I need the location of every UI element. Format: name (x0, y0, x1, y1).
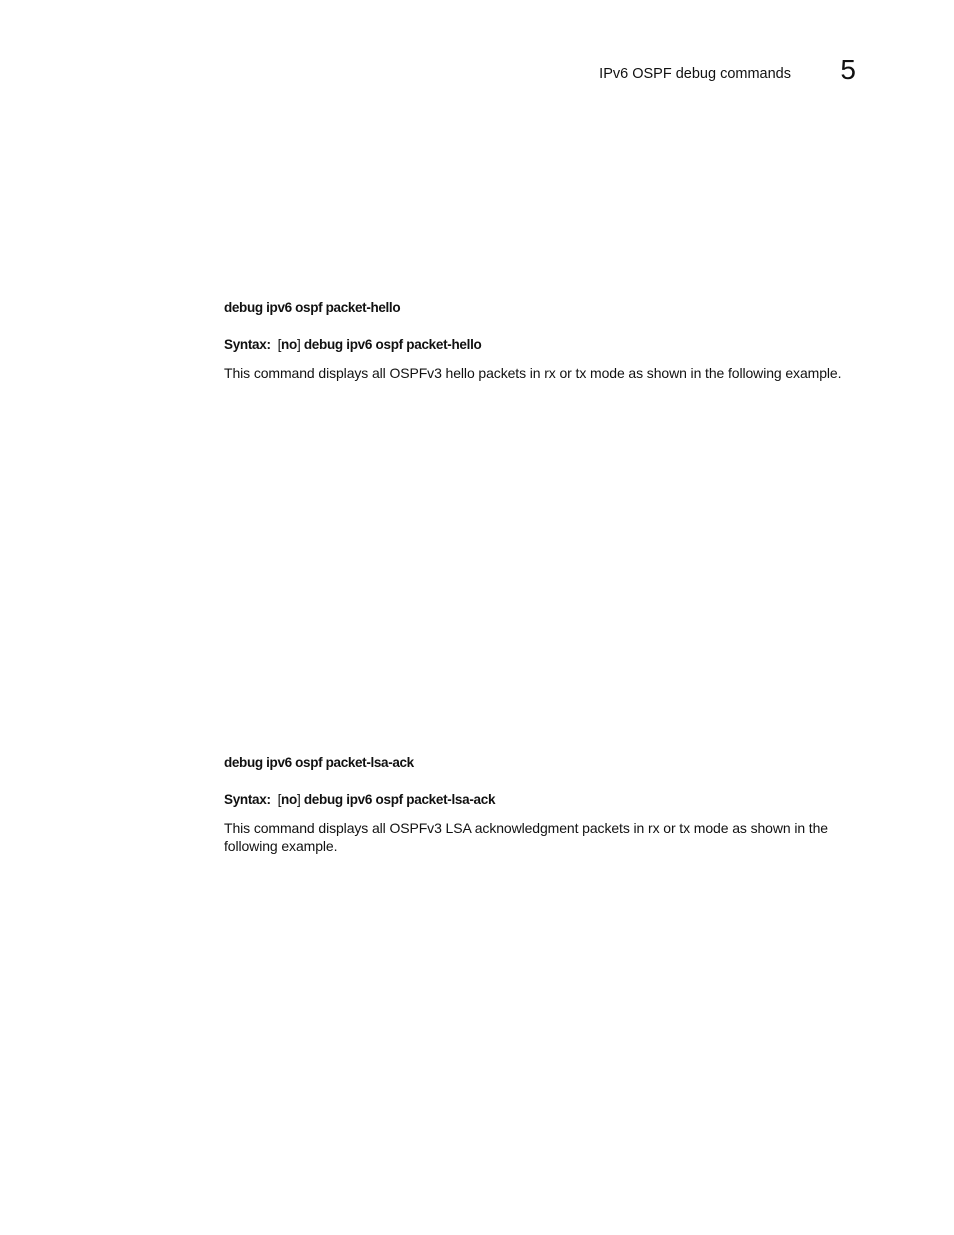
syntax-label: Syntax: (224, 337, 271, 352)
syntax-optional-keyword: no (281, 792, 297, 807)
command-description: This command displays all OSPFv3 LSA acknowledgment packets in rx or tx mode as shown in the following example. (224, 820, 828, 854)
chapter-number: 5 (840, 54, 856, 85)
command-heading: debug ipv6 ospf packet-hello (224, 300, 401, 315)
syntax-open-bracket: [ (277, 337, 282, 352)
syntax-open-bracket: [ (277, 792, 282, 807)
command-heading: debug ipv6 ospf packet-lsa-ack (224, 755, 414, 770)
syntax-line (224, 336, 874, 354)
syntax-line (224, 791, 874, 809)
syntax-label: Syntax: (224, 792, 271, 807)
command-description: This command displays all OSPFv3 hello packets in rx or tx mode as shown in the following example. (224, 365, 842, 381)
header-section-title: IPv6 OSPF debug commands (599, 66, 791, 82)
syntax-optional-keyword: no (281, 337, 297, 352)
syntax-close-bracket: ] (296, 792, 301, 807)
syntax-close-bracket: ] (296, 337, 301, 352)
command-section-packet-lsa-ack (224, 754, 874, 855)
syntax-command: debug ipv6 ospf packet-hello (303, 337, 482, 352)
command-section-packet-hello (224, 299, 874, 382)
running-header (560, 54, 860, 94)
syntax-command: debug ipv6 ospf packet-lsa-ack (303, 792, 496, 807)
